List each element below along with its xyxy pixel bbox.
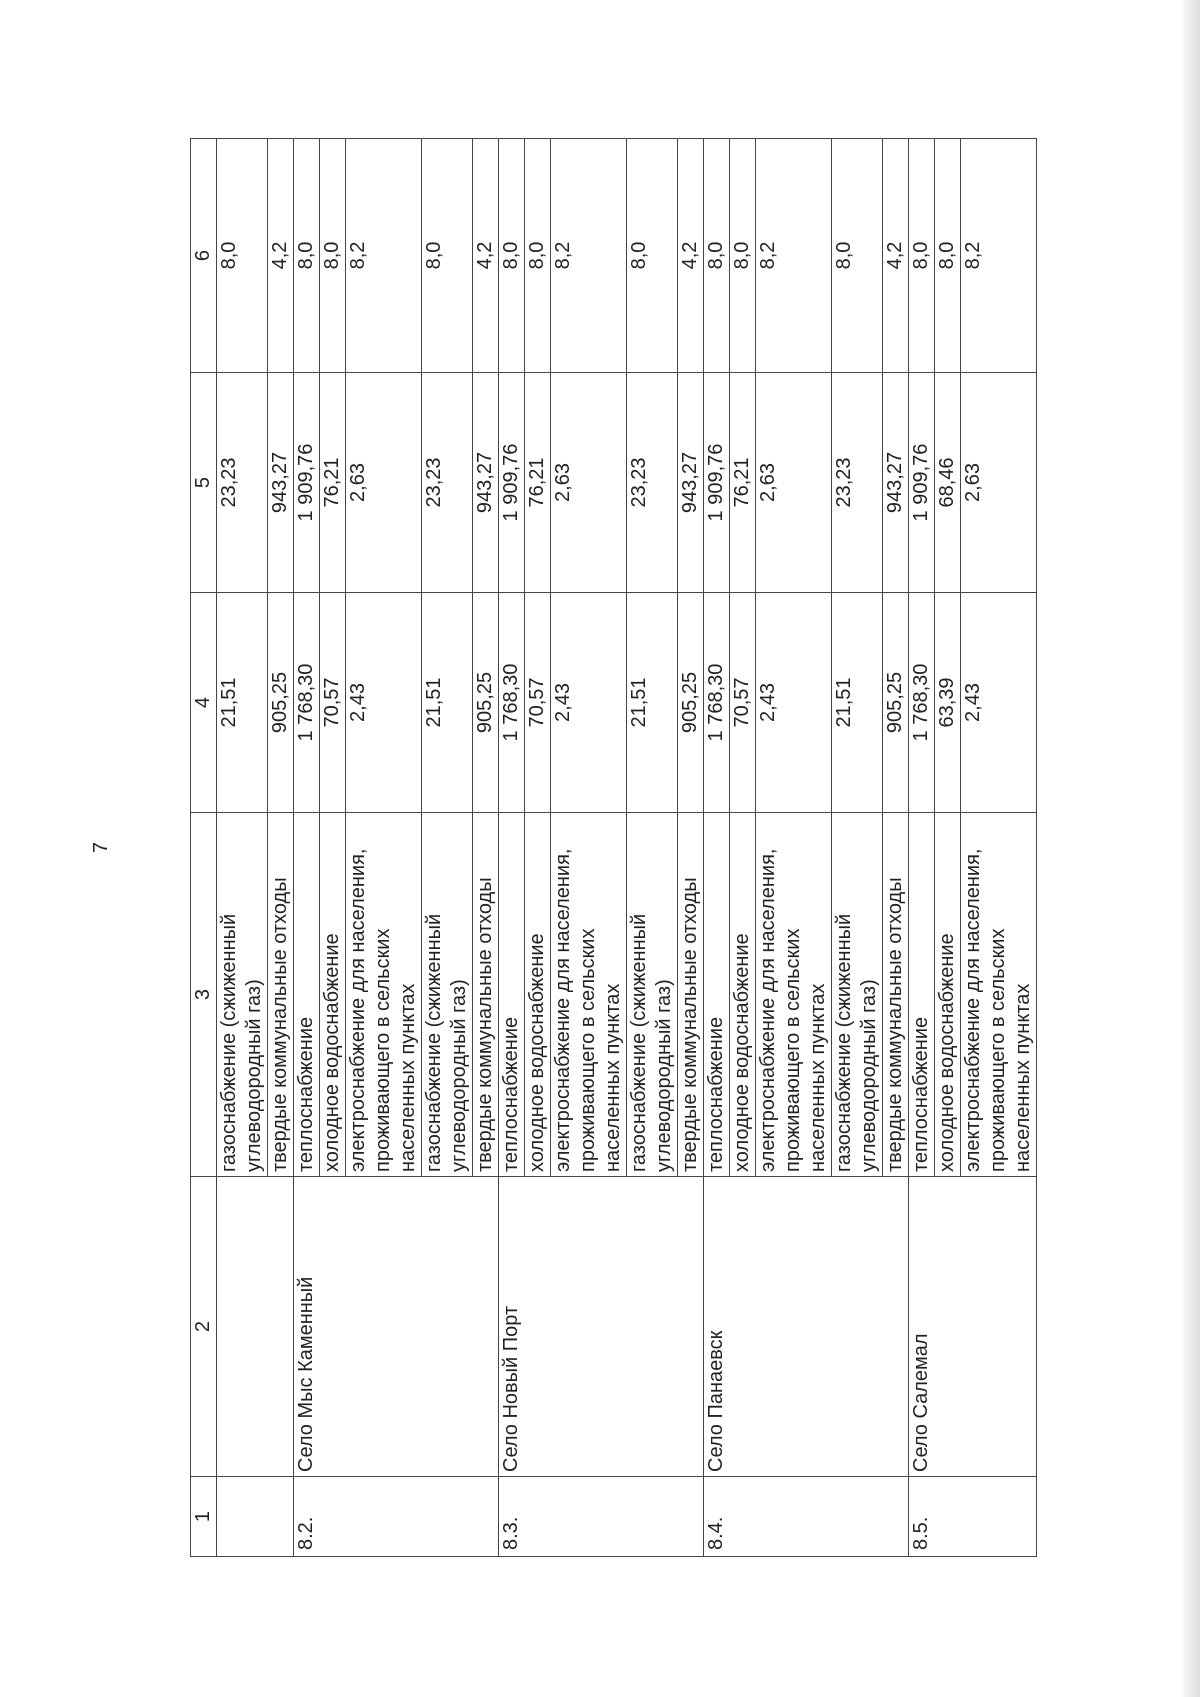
value-col6-cell: 4,2	[678, 139, 704, 373]
value-col6-cell: 8,0	[627, 139, 678, 373]
value-col4-cell: 21,51	[627, 593, 678, 813]
value-col4-cell: 905,25	[883, 593, 909, 813]
service-cell: теплоснабжение	[704, 813, 730, 1177]
value-col6-cell: 4,2	[268, 139, 294, 373]
value-col5-cell: 2,63	[346, 373, 422, 593]
rotated-table-container	[190, 139, 1037, 1557]
header-cell: 4	[191, 593, 217, 813]
table-body	[217, 139, 1037, 1557]
header-cell: 5	[191, 373, 217, 593]
value-col4-cell: 2,43	[756, 593, 832, 813]
value-col4-cell: 905,25	[268, 593, 294, 813]
value-col4-cell: 905,25	[473, 593, 499, 813]
value-col4-cell: 1 768,30	[294, 593, 320, 813]
value-col5-cell: 1 909,76	[294, 373, 320, 593]
value-col5-cell: 68,46	[935, 373, 961, 593]
value-col6-cell: 8,2	[961, 139, 1037, 373]
value-col5-cell: 1 909,76	[704, 373, 730, 593]
value-col4-cell: 70,57	[320, 593, 346, 813]
value-col6-cell: 8,0	[832, 139, 883, 373]
value-col4-cell: 2,43	[346, 593, 422, 813]
value-col5-cell: 23,23	[217, 373, 268, 593]
value-col6-cell: 8,0	[422, 139, 473, 373]
service-cell: электроснабжение для населения, проживающего в сельских населенных пунктах	[551, 813, 627, 1177]
service-cell: теплоснабжение	[499, 813, 525, 1177]
settlement-cell: Село Салемал	[909, 1177, 1037, 1477]
service-cell: твердые коммунальные отходы	[473, 813, 499, 1177]
settlement-cell: Село Мыс Каменный	[294, 1177, 499, 1477]
value-col4-cell: 70,57	[730, 593, 756, 813]
service-cell: теплоснабжение	[294, 813, 320, 1177]
value-col5-cell: 943,27	[268, 373, 294, 593]
header-cell: 6	[191, 139, 217, 373]
value-col5-cell: 2,63	[961, 373, 1037, 593]
value-col5-cell: 76,21	[730, 373, 756, 593]
value-col5-cell: 76,21	[525, 373, 551, 593]
value-col6-cell: 8,0	[909, 139, 935, 373]
value-col5-cell: 1 909,76	[499, 373, 525, 593]
item-number-cell: 8.3.	[499, 1477, 704, 1557]
value-col6-cell: 4,2	[473, 139, 499, 373]
value-col6-cell: 8,0	[704, 139, 730, 373]
service-cell: твердые коммунальные отходы	[268, 813, 294, 1177]
service-cell: холодное водоснабжение	[525, 813, 551, 1177]
value-col6-cell: 8,2	[551, 139, 627, 373]
settlement-cell: Село Новый Порт	[499, 1177, 704, 1477]
value-col5-cell: 2,63	[551, 373, 627, 593]
value-col6-cell: 8,0	[499, 139, 525, 373]
value-col6-cell: 8,0	[730, 139, 756, 373]
value-col4-cell: 21,51	[217, 593, 268, 813]
service-cell: теплоснабжение	[909, 813, 935, 1177]
service-cell: холодное водоснабжение	[935, 813, 961, 1177]
value-col5-cell: 943,27	[883, 373, 909, 593]
value-col4-cell: 1 768,30	[909, 593, 935, 813]
value-col4-cell: 2,43	[551, 593, 627, 813]
value-col4-cell: 2,43	[961, 593, 1037, 813]
value-col5-cell: 943,27	[678, 373, 704, 593]
value-col6-cell: 8,0	[525, 139, 551, 373]
value-col5-cell: 76,21	[320, 373, 346, 593]
value-col4-cell: 63,39	[935, 593, 961, 813]
table-row	[217, 139, 268, 1557]
value-col6-cell: 8,0	[320, 139, 346, 373]
header-cell: 2	[191, 1177, 217, 1477]
value-col6-cell: 4,2	[883, 139, 909, 373]
tariff-table	[190, 138, 1037, 1557]
service-cell: холодное водоснабжение	[730, 813, 756, 1177]
value-col4-cell: 1 768,30	[499, 593, 525, 813]
value-col5-cell: 1 909,76	[909, 373, 935, 593]
page-edge-shadow	[1182, 0, 1200, 1697]
table-header-row	[191, 139, 217, 1557]
service-cell: электроснабжение для населения, проживающего в сельских населенных пунктах	[346, 813, 422, 1177]
service-cell: газоснабжение (сжиженный углеводородный газ)	[217, 813, 268, 1177]
service-cell: газоснабжение (сжиженный углеводородный газ)	[832, 813, 883, 1177]
service-cell: газоснабжение (сжиженный углеводородный газ)	[422, 813, 473, 1177]
value-col5-cell: 23,23	[832, 373, 883, 593]
service-cell: газоснабжение (сжиженный углеводородный газ)	[627, 813, 678, 1177]
value-col4-cell: 905,25	[678, 593, 704, 813]
table-row	[909, 139, 935, 1557]
value-col5-cell: 2,63	[756, 373, 832, 593]
value-col6-cell: 8,2	[346, 139, 422, 373]
value-col6-cell: 8,0	[217, 139, 268, 373]
settlement-cell	[217, 1177, 294, 1477]
table-row	[704, 139, 730, 1557]
item-number-cell	[217, 1477, 294, 1557]
table-row	[499, 139, 525, 1557]
service-cell: электроснабжение для населения, проживающего в сельских населенных пунктах	[961, 813, 1037, 1177]
service-cell: твердые коммунальные отходы	[883, 813, 909, 1177]
header-cell: 1	[191, 1477, 217, 1557]
service-cell: твердые коммунальные отходы	[678, 813, 704, 1177]
page-number: 7	[90, 841, 113, 854]
value-col6-cell: 8,0	[935, 139, 961, 373]
value-col5-cell: 23,23	[422, 373, 473, 593]
item-number-cell: 8.2.	[294, 1477, 499, 1557]
value-col4-cell: 1 768,30	[704, 593, 730, 813]
value-col4-cell: 21,51	[832, 593, 883, 813]
value-col6-cell: 8,2	[756, 139, 832, 373]
item-number-cell: 8.5.	[909, 1477, 1037, 1557]
value-col4-cell: 70,57	[525, 593, 551, 813]
value-col5-cell: 943,27	[473, 373, 499, 593]
item-number-cell: 8.4.	[704, 1477, 909, 1557]
table-row	[294, 139, 320, 1557]
service-cell: электроснабжение для населения, проживающего в сельских населенных пунктах	[756, 813, 832, 1177]
value-col4-cell: 21,51	[422, 593, 473, 813]
service-cell: холодное водоснабжение	[320, 813, 346, 1177]
settlement-cell: Село Панаевск	[704, 1177, 909, 1477]
value-col5-cell: 23,23	[627, 373, 678, 593]
header-cell: 3	[191, 813, 217, 1177]
value-col6-cell: 8,0	[294, 139, 320, 373]
